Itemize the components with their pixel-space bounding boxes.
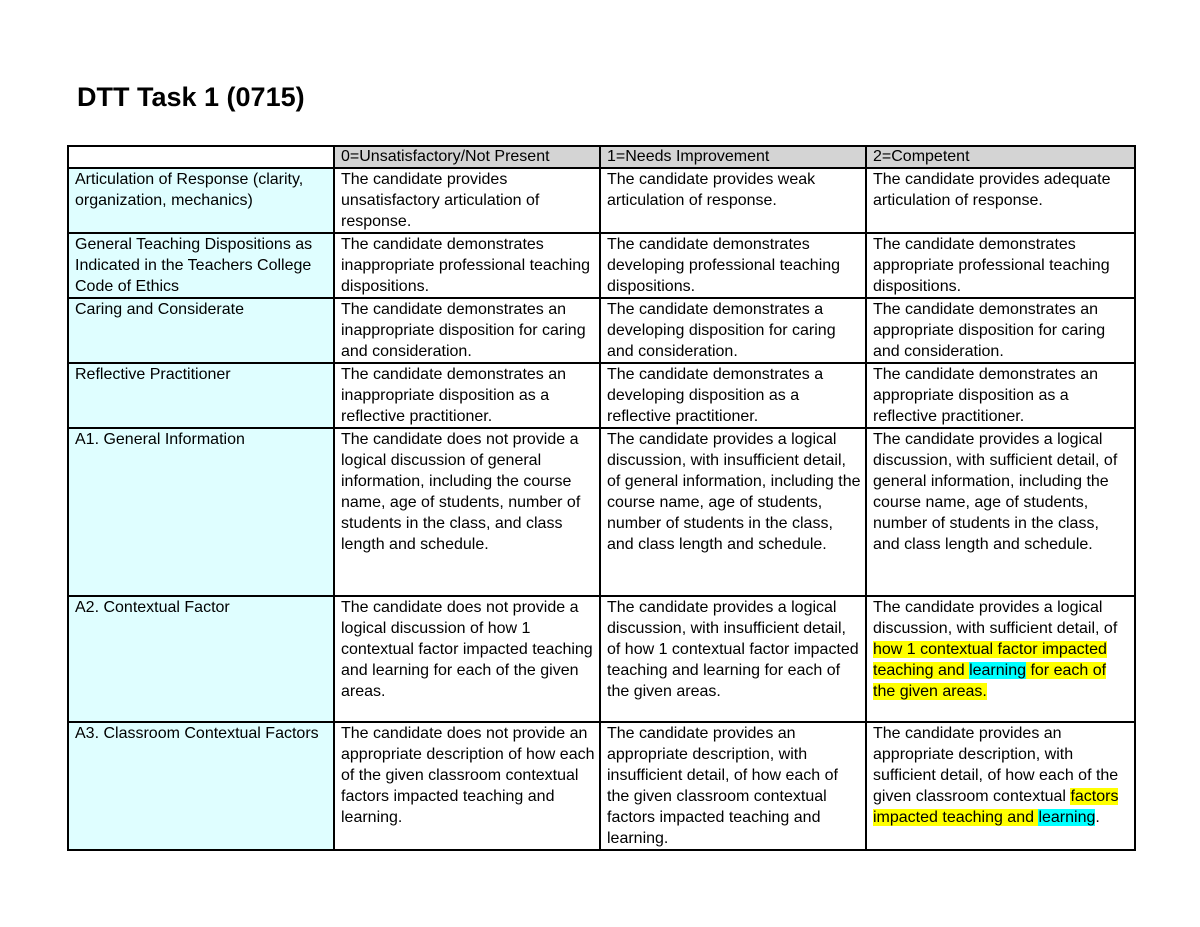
rubric-row-reflective [68,363,1135,428]
level-0-cell: The candidate demonstrates inappropriate professional teaching dispositions. [334,233,600,298]
yellow-highlight: factors impacted teaching and [873,788,1119,826]
rubric-row-a2 [68,596,1135,722]
level-1-cell: The candidate demonstrates a developing disposition for caring and consideration. [600,298,866,363]
criterion-cell: A3. Classroom Contextual Factors [68,722,334,850]
level-2-text: The candidate provides a logical discussion, with sufficient detail, of [873,599,1118,637]
header-level-0: 0=Unsatisfactory/Not Present [334,146,600,168]
level-1-cell: The candidate provides a logical discussion, with insufficient detail, of how 1 contextual factor impacted teaching and learning for each of the given areas. [600,596,866,722]
rubric-row-dispositions [68,233,1135,298]
level-0-cell: The candidate does not provide a logical discussion of how 1 contextual factor impacted teaching and learning for each of the given areas. [334,596,600,722]
level-2-cell [866,722,1135,850]
rubric-row-articulation [68,168,1135,233]
level-1-cell: The candidate demonstrates developing professional teaching dispositions. [600,233,866,298]
level-2-tail: . [1095,809,1100,826]
rubric-row-a3 [68,722,1135,850]
rubric-header-row [68,146,1135,168]
level-2-cell: The candidate provides adequate articulation of response. [866,168,1135,233]
level-1-cell: The candidate provides weak articulation of response. [600,168,866,233]
criterion-cell: Reflective Practitioner [68,363,334,428]
header-corner-cell [68,146,334,168]
criterion-cell: Caring and Considerate [68,298,334,363]
level-1-cell: The candidate provides a logical discussion, with insufficient detail, of general information, including the course name, age of students, number of students in the class, and class length and schedule. [600,428,866,596]
level-1-cell: The candidate provides an appropriate description, with insufficient detail, of how each of the given classroom contextual factors impacted teaching and learning. [600,722,866,850]
yellow-highlight: for each of the given areas. [873,662,1107,700]
level-2-cell: The candidate demonstrates appropriate professional teaching dispositions. [866,233,1135,298]
level-0-cell: The candidate does not provide a logical discussion of general information, including the course name, age of students, number of students in the class, and class length and schedule. [334,428,600,596]
level-2-cell: The candidate demonstrates an appropriate disposition as a reflective practitioner. [866,363,1135,428]
cyan-highlight: learning [1038,809,1096,826]
level-0-cell: The candidate provides unsatisfactory articulation of response. [334,168,600,233]
rubric-row-a1 [68,428,1135,596]
level-2-cell: The candidate demonstrates an appropriate disposition for caring and consideration. [866,298,1135,363]
criterion-cell: A2. Contextual Factor [68,596,334,722]
criterion-cell: A1. General Information [68,428,334,596]
header-level-1: 1=Needs Improvement [600,146,866,168]
level-1-cell: The candidate demonstrates a developing disposition as a reflective practitioner. [600,363,866,428]
level-0-cell: The candidate does not provide an appropriate description of how each of the given classroom contextual factors impacted teaching and learning. [334,722,600,850]
rubric-table [67,145,1136,851]
level-0-cell: The candidate demonstrates an inappropriate disposition as a reflective practitioner. [334,363,600,428]
level-2-cell [866,596,1135,722]
level-2-text: The candidate provides an appropriate description, with sufficient detail, of how each of the given classroom contextual [873,725,1119,805]
level-0-cell: The candidate demonstrates an inappropriate disposition for caring and consideration. [334,298,600,363]
document-title: DTT Task 1 (0715) [77,82,305,112]
level-2-cell: The candidate provides a logical discussion, with sufficient detail, of general information, including the course name, age of students, number of students in the class, and class length and schedule. [866,428,1135,596]
yellow-highlight: how 1 contextual factor impacted teaching and [873,641,1107,679]
criterion-cell: General Teaching Dispositions as Indicated in the Teachers College Code of Ethics [68,233,334,298]
cyan-highlight: learning [969,662,1027,679]
rubric-row-caring [68,298,1135,363]
header-level-2: 2=Competent [866,146,1135,168]
criterion-cell: Articulation of Response (clarity, organization, mechanics) [68,168,334,233]
